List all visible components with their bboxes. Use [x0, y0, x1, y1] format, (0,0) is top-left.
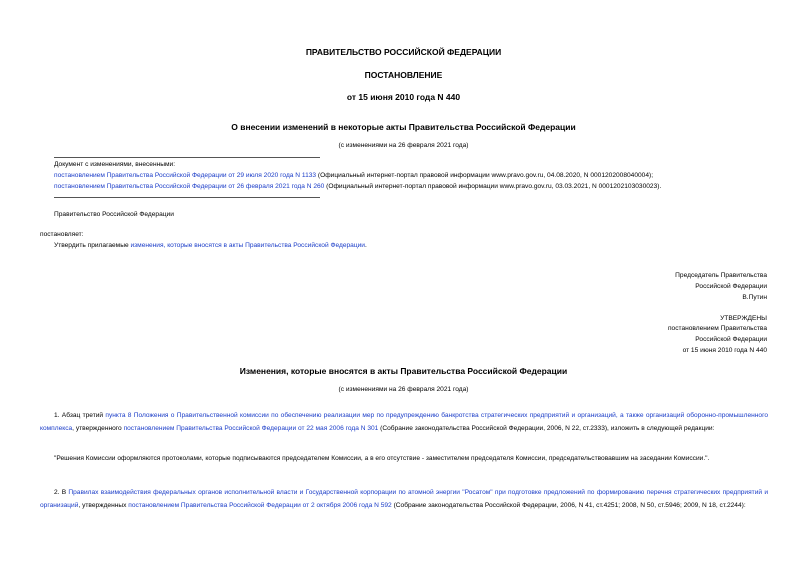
- changes-amended-note: (с изменениями на 26 февраля 2021 года): [338, 386, 469, 393]
- signature-name: В.Путин: [742, 294, 767, 301]
- p2-text-a: 2. В: [54, 489, 69, 496]
- divider-bottom: [54, 197, 320, 198]
- approve-suffix: .: [364, 242, 367, 249]
- signature-title: Председатель Правительства: [675, 272, 767, 279]
- p1-text-b: , утвержденного: [72, 424, 124, 432]
- p2-text-c: (Собрание законодательства Российской Федерации, 2006, N 41, ст.4251; 2008, N 50, ст.5946; 2009, N 18, ст.2244):: [391, 501, 746, 509]
- document-date-number: от 15 июня 2010 года N 440: [346, 92, 461, 102]
- p1-text-c: (Собрание законодательства Российской Федерации, 2006, N 22, ст.2333), изложить в следующей редакции:: [378, 424, 715, 432]
- amendment-link[interactable]: постановлением Правительства Российской Федерации от 26 февраля 2021 года N 260: [54, 183, 325, 190]
- approved-country: Российской Федерации: [695, 336, 767, 343]
- approved-by: постановлением Правительства: [667, 325, 767, 332]
- document-type: ПОСТАНОВЛЕНИЕ: [364, 70, 443, 80]
- amendment-source: (Официальный интернет-портал правовой информации www.pravo.gov.ru, 04.08.2020, N 0001202008040004);: [316, 172, 654, 179]
- quote-paragraph: "Решения Комиссии оформляются протоколами, которые подписываются председателем Комиссии, а в его отсутствие - заместителем председателя Комиссии, председательствовавшим на заседании Комиссии.".: [54, 455, 710, 462]
- document-title: О внесении изменений в некоторые акты Правительства Российской Федерации: [231, 122, 576, 132]
- amendment-item: [54, 172, 653, 179]
- changes-title: Изменения, которые вносятся в акты Правительства Российской Федерации: [239, 366, 568, 376]
- p1-link-decree[interactable]: постановлением Правительства Российской Федерации от 22 мая 2006 года N 301: [123, 424, 379, 432]
- approved-label: УТВЕРЖДЕНЫ: [720, 315, 767, 322]
- government-heading: ПРАВИТЕЛЬСТВО РОССИЙСКОЙ ФЕДЕРАЦИИ: [305, 47, 502, 57]
- amendments-intro: Документ с изменениями, внесенными:: [54, 161, 176, 168]
- p1-link-regulation[interactable]: пункта 8 Положения о Правительственной комиссии по обеспечению реализации мер по предупреждению банкротства стратегических предприятий и организаций, а также организаций оборонно-промышленного комплекса: [40, 412, 768, 432]
- amended-note: (с изменениями на 26 февраля 2021 года): [338, 142, 469, 149]
- approved-date: от 15 июня 2010 года N 440: [682, 347, 767, 354]
- body-government: Правительство Российской Федерации: [54, 211, 174, 218]
- approve-prefix: Утвердить прилагаемые: [54, 242, 131, 249]
- approve-paragraph: [54, 242, 367, 249]
- p1-text-a: 1. Абзац третий: [54, 412, 106, 419]
- p2-link-decree[interactable]: постановлением Правительства Российской Федерации от 2 октября 2006 года N 592: [128, 501, 392, 509]
- paragraph-1: [40, 410, 768, 435]
- paragraph-2: [40, 487, 768, 512]
- signature-country: Российской Федерации: [695, 283, 767, 290]
- divider-top: [54, 157, 320, 158]
- approve-link[interactable]: изменения, которые вносятся в акты Правительства Российской Федерации: [130, 242, 365, 249]
- amendment-link[interactable]: постановлением Правительства Российской Федерации от 29 июля 2020 года N 1133: [54, 172, 317, 179]
- amendment-source: (Официальный интернет-портал правовой информации www.pravo.gov.ru, 03.03.2021, N 0001202103030023).: [324, 183, 662, 190]
- amendment-item: [54, 183, 661, 190]
- p2-text-b: , утвержденных: [78, 501, 129, 509]
- p2-link-rules[interactable]: Правилах взаимодействия федеральных органов исполнительной власти и Государственной корпорации по атомной энергии "Росатом" при подготовке предложений по формированию перечня стратегических предприятий и организаций: [40, 489, 768, 509]
- body-decides: постановляет:: [40, 231, 84, 238]
